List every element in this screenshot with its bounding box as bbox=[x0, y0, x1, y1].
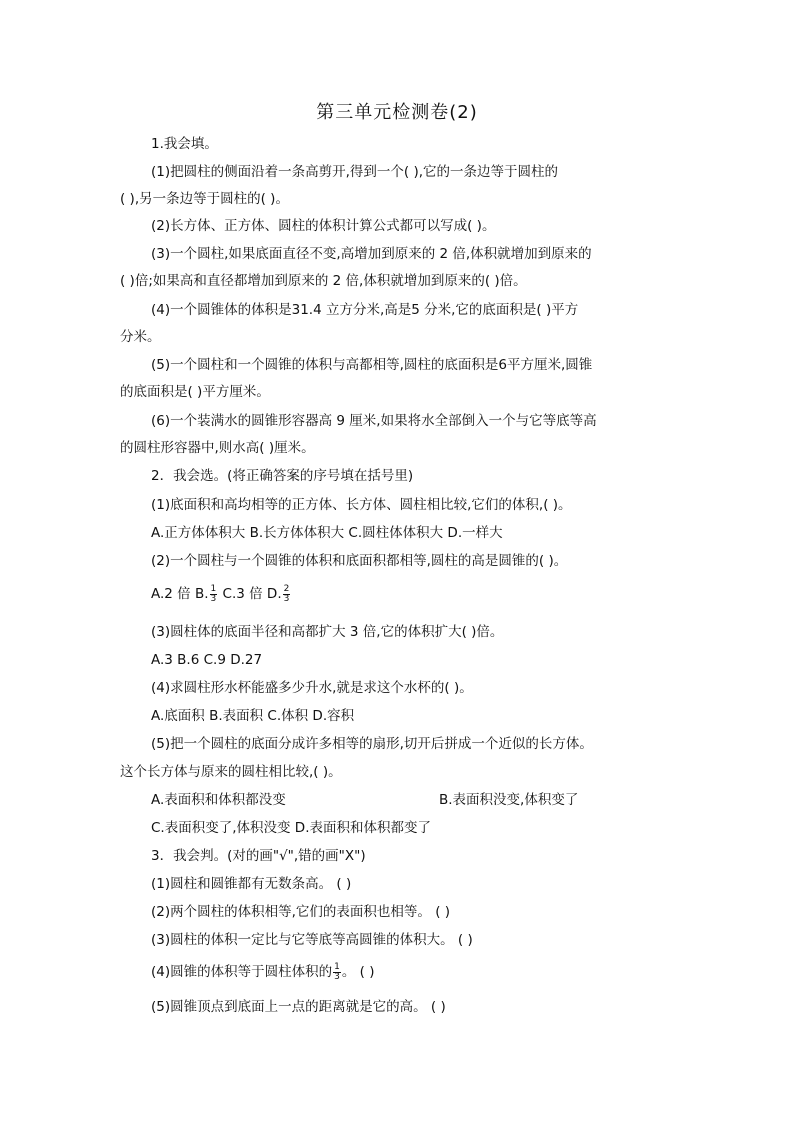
s2-q5-option-b: B.表面积没变,体积变了 bbox=[439, 792, 579, 808]
s3-q4-text: (4)圆锥的体积等于圆柱体积的 bbox=[151, 964, 333, 980]
s1-q1-line2: ( ),另一条边等于圆柱的( )。 bbox=[120, 191, 289, 207]
s2-q1-options: A.正方体体积大 B.长方体体积大 C.圆柱体体积大 D.一样大 bbox=[151, 525, 503, 541]
fraction-one-third bbox=[210, 585, 218, 604]
s1-q3-line2: ( )倍;如果高和直径都增加到原来的 2 倍,体积就增加到原来的( )倍。 bbox=[120, 273, 527, 289]
section-2-heading: 2．我会选。(将正确答案的序号填在括号里) bbox=[151, 468, 414, 484]
fraction-denominator: 3 bbox=[283, 593, 290, 604]
s2-q5-option-a: A.表面积和体积都没变 bbox=[151, 792, 286, 808]
fraction-numerator: 1 bbox=[210, 583, 217, 594]
section-1-heading: 1.我会填。 bbox=[151, 136, 218, 152]
s2-q1: (1)底面积和高均相等的正方体、长方体、圆柱相比较,它们的体积,( )。 bbox=[151, 497, 572, 513]
s2-q5-line1: (5)把一个圆柱的底面分成许多相等的扇形,切开后拼成一个近似的长方体。 bbox=[151, 736, 593, 752]
s2-q5-line2: 这个长方体与原来的圆柱相比较,( )。 bbox=[120, 764, 342, 780]
s2-q2-option-a: A.2 倍 B. bbox=[151, 586, 209, 602]
s3-q4 bbox=[151, 962, 374, 982]
page-title: 第三单元检测卷(2) bbox=[316, 102, 478, 123]
s2-q3-options: A.3 B.6 C.9 D.27 bbox=[151, 652, 263, 668]
s1-q5-line1: (5)一个圆柱和一个圆锥的体积与高都相等,圆柱的底面积是6平方厘米,圆锥 bbox=[151, 357, 593, 373]
section-3-heading: 3．我会判。(对的画"√",错的画"X") bbox=[151, 848, 366, 864]
s1-q5-line2: 的底面积是( )平方厘米。 bbox=[120, 384, 270, 400]
s3-q5: (5)圆锥顶点到底面上一点的距离就是它的高。 ( ) bbox=[151, 999, 446, 1015]
s1-q4-line1: (4)一个圆锥体的体积是31.4 立方分米,高是5 分米,它的底面积是( )平方 bbox=[151, 302, 579, 318]
fraction-one-third bbox=[333, 963, 341, 982]
s1-q4-line2: 分米。 bbox=[120, 329, 161, 345]
s1-q1-line1: (1)把圆柱的侧面沿着一条高剪开,得到一个( ),它的一条边等于圆柱的 bbox=[151, 164, 559, 180]
s1-q2: (2)长方体、正方体、圆柱的体积计算公式都可以写成( )。 bbox=[151, 218, 496, 234]
s3-q2: (2)两个圆柱的体积相等,它们的表面积也相等。 ( ) bbox=[151, 904, 451, 920]
s2-q3: (3)圆柱体的底面半径和高都扩大 3 倍,它的体积扩大( )倍。 bbox=[151, 624, 504, 640]
fraction-numerator: 2 bbox=[283, 583, 290, 594]
s1-q3-line1: (3)一个圆柱,如果底面直径不变,高增加到原来的 2 倍,体积就增加到原来的 bbox=[151, 246, 592, 262]
s3-q4-answer: 。 ( ) bbox=[341, 964, 375, 980]
fraction-numerator: 1 bbox=[334, 961, 340, 972]
s2-q4: (4)求圆柱形水杯能盛多少升水,就是求这个水杯的( )。 bbox=[151, 680, 473, 696]
s2-q4-options: A.底面积 B.表面积 C.体积 D.容积 bbox=[151, 708, 355, 724]
s3-q1: (1)圆柱和圆锥都有无数条高。 ( ) bbox=[151, 876, 352, 892]
s1-q6-line1: (6)一个装满水的圆锥形容器高 9 厘米,如果将水全部倒入一个与它等底等高 bbox=[151, 413, 597, 429]
s1-q6-line2: 的圆柱形容器中,则水高( )厘米。 bbox=[120, 440, 315, 456]
s2-q2-option-c: C.3 倍 D. bbox=[218, 586, 282, 602]
s3-q3: (3)圆柱的体积一定比与它等底等高圆锥的体积大。 ( ) bbox=[151, 932, 473, 948]
fraction-denominator: 3 bbox=[210, 593, 217, 604]
s2-q5-options-cd: C.表面积变了,体积没变 D.表面积和体积都变了 bbox=[151, 820, 431, 836]
s2-q2-options bbox=[151, 584, 291, 604]
fraction-denominator: 3 bbox=[334, 971, 340, 982]
s2-q2: (2)一个圆柱与一个圆锥的体积和底面积都相等,圆柱的高是圆锥的( )。 bbox=[151, 553, 568, 569]
fraction-two-thirds bbox=[283, 585, 291, 604]
